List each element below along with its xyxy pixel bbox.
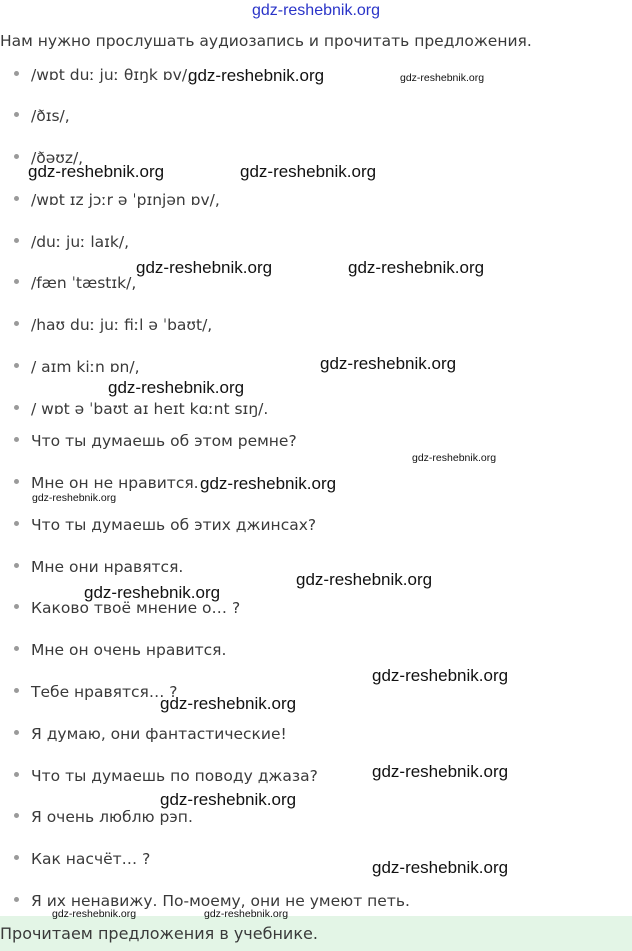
list-item [14,513,316,537]
bullet-icon [14,521,19,526]
watermark: gdz-reshebnik.org [348,258,485,277]
list-item-text: /haʊ duː juː fiːl ə ˈbaʊt/, [31,316,213,334]
list-item [14,313,212,337]
list-item [14,555,183,579]
watermark: gdz-reshebnik.org [240,162,377,181]
list-item-text: Я очень люблю рэп. [31,808,193,826]
list-item-text: /wɒt duː juː θɪŋk ɒv/, [31,66,192,84]
watermark: gdz-reshebnik.org [372,762,509,781]
watermark: gdz-reshebnik.org [188,66,325,85]
bullet-icon [14,772,19,777]
list-item-text: Я думаю, они фантастические! [31,725,287,743]
watermark: gdz-reshebnik.org [108,378,245,397]
watermark: gdz-reshebnik.org [296,570,433,589]
bullet-icon [14,405,19,410]
list-item [14,104,70,128]
watermark: gdz-reshebnik.org [32,492,117,504]
bullet-icon [14,154,19,159]
list-item-text: / wɒt ə ˈbaʊt aɪ heɪt kɑːnt sɪŋ/. [31,400,269,418]
list-item [14,188,220,212]
watermark: gdz-reshebnik.org [200,474,337,493]
footer-banner [0,916,632,951]
list-item [14,230,129,254]
list-item-text: Что ты думаешь по поводу джаза? [31,767,318,785]
watermark: gdz-reshebnik.org [412,452,497,464]
list-item-text: Как насчёт… ? [31,850,151,868]
bullet-icon [14,730,19,735]
list-item-text: Каково твоё мнение о… ? [31,599,241,617]
list-item-text: Тебе нравятся… ? [31,683,178,701]
watermark: gdz-reshebnik.org [204,908,289,920]
bullet-icon [14,363,19,368]
list-item [14,429,297,453]
bullet-icon [14,112,19,117]
list-item [14,63,192,87]
site-link[interactable]: gdz-reshebnik.org [251,2,381,19]
bullet-icon [14,437,19,442]
list-item [14,722,287,746]
list-item-text: /duː juː laɪk/, [31,233,130,251]
list-item [14,271,136,295]
list-item-text: Что ты думаешь об этом ремне? [31,432,297,450]
bullet-icon [14,646,19,651]
list-item-text: /ðɪs/, [31,107,70,125]
bullet-icon [14,279,19,284]
footer-text: Прочитаем предложения в учебнике. [0,924,318,943]
list-item-text: /fæn ˈtæstɪk/, [31,274,137,292]
list-item [14,638,226,662]
list-item [14,355,140,379]
bullet-icon [14,563,19,568]
list-item [14,764,318,788]
list-item-text: / aɪm kiːn ɒn/, [31,358,140,376]
bullet-icon [14,196,19,201]
list-item-text: /ðəʊz/, [31,149,84,167]
bullet-icon [14,71,19,76]
list-item-text: /wɒt ɪz jɔːr ə ˈpɪnjən ɒv/, [31,191,220,209]
list-item-text: Я их ненавижу. По-моему, они не умеют петь. [31,892,410,910]
watermark: gdz-reshebnik.org [160,790,297,809]
watermark: gdz-reshebnik.org [160,694,297,713]
bullet-icon [14,479,19,484]
list-item-text: Мне он очень нравится. [31,641,227,659]
watermark: gdz-reshebnik.org [28,162,165,181]
list-item-text: Мне они нравятся. [31,558,184,576]
watermark: gdz-reshebnik.org [52,908,137,920]
list-item [14,847,150,871]
bullet-icon [14,855,19,860]
bullet-icon [14,321,19,326]
watermark: gdz-reshebnik.org [320,354,457,373]
bullet-icon [14,897,19,902]
list-item-text: Мне он не нравится. [31,474,199,492]
list-item [14,680,178,704]
watermark: gdz-reshebnik.org [136,258,273,277]
bullet-icon [14,688,19,693]
intro-text: Нам нужно прослушать аудиозапись и прочитать предложения. [0,32,532,50]
list-item-text: Что ты думаешь об этих джинсах? [31,516,317,534]
bullet-icon [14,813,19,818]
watermark: gdz-reshebnik.org [372,666,509,685]
bullet-icon [14,604,19,609]
watermark: gdz-reshebnik.org [84,583,221,602]
bullet-icon [14,238,19,243]
watermark: gdz-reshebnik.org [400,72,485,84]
list-item [14,397,268,421]
watermark: gdz-reshebnik.org [372,858,509,877]
